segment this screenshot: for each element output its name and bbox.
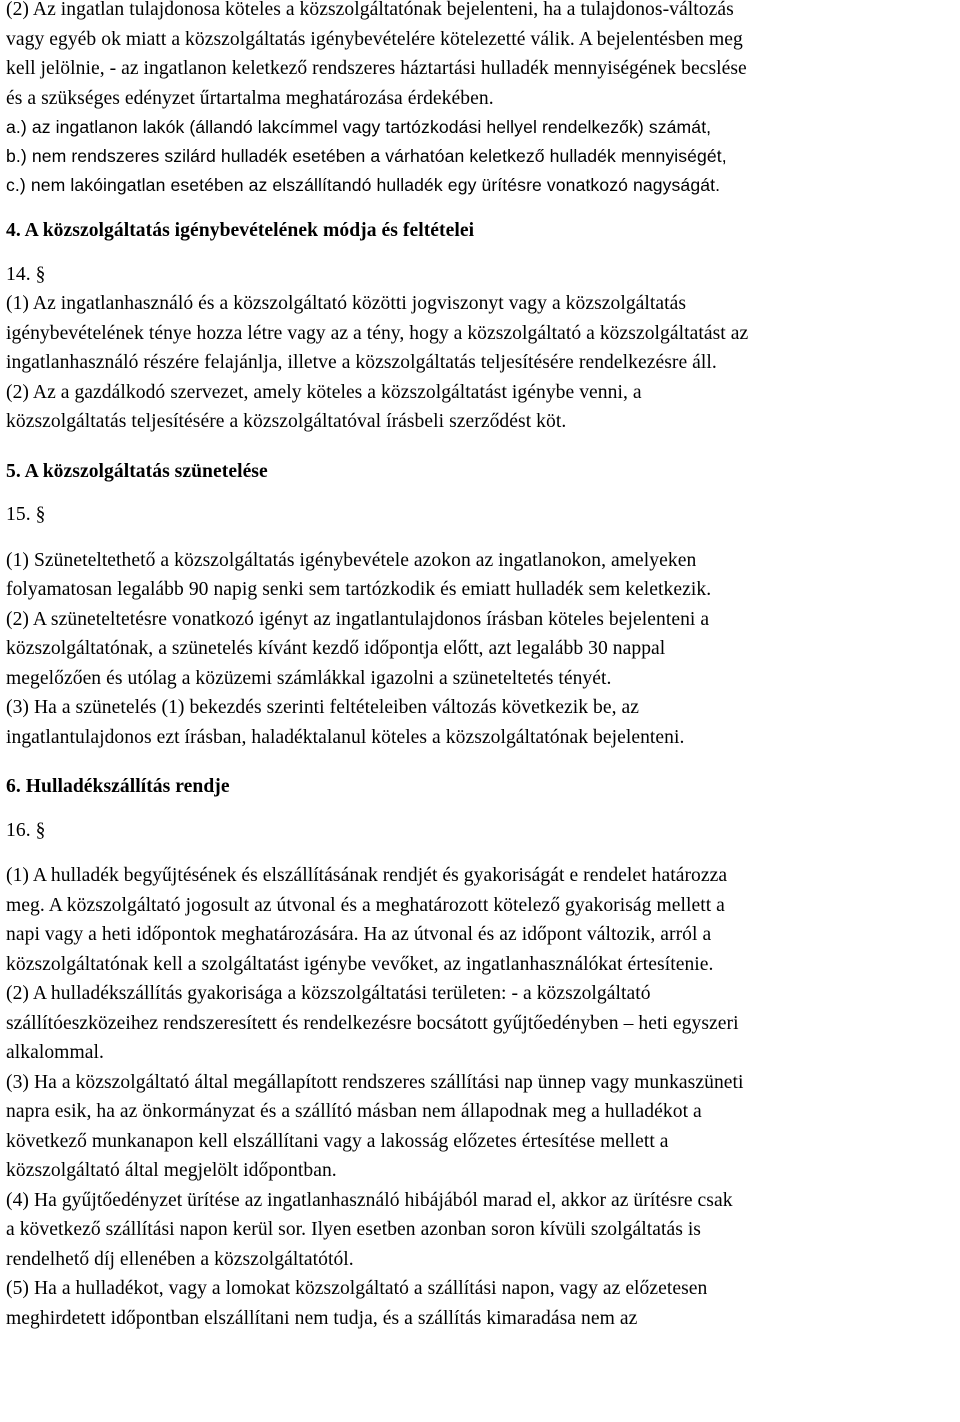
text-line: közszolgáltató által megjelölt időpontban. (6, 1160, 337, 1181)
text-line: vagy egyéb ok miatt a közszolgáltatás igénybevételére kötelezetté válik. A bejelentésben meg (6, 28, 743, 50)
text-line: igénybevételének ténye hozza létre vagy az a tény, hogy a közszolgáltató a közszolgáltatást az (6, 322, 749, 344)
text-line: kell jelölnie, - az ingatlanon keletkező rendszeres háztartási hulladék mennyiségének becslése (6, 58, 747, 79)
section-heading: 5. A közszolgáltatás szünetelése (6, 460, 268, 482)
text-line: folyamatosan legalább 90 napig senki sem tartózkodik és emiatt hulladék sem keletkezik. (6, 579, 712, 600)
intro-paragraph (6, 0, 954, 113)
text-line: alkalommal. (6, 1042, 104, 1063)
text-line: (2) A szüneteltetésre vonatkozó igényt az ingatlantulajdonos írásban köteles bejelenteni a (6, 608, 710, 630)
text-line: szállítóeszközeihez rendszeresített és rendelkezésre bocsátott gyűjtőedényben – heti egyszeri (6, 1012, 739, 1034)
intro-list (6, 113, 954, 200)
text-line: közszolgáltatónak kell a szolgáltatást igénybe vevőket, az ingatlanhasználókat értesítenie. (6, 953, 714, 975)
paragraph-number: 14. § (6, 263, 46, 285)
text-line: meg. A közszolgáltató jogosult az útvonal és a meghatározott kötelező gyakoriság mellett a (6, 894, 725, 916)
paragraph-number: 15. § (6, 504, 46, 525)
section-6 (6, 772, 954, 1333)
text-line: ingatlantulajdonos ezt írásban, haladéktalanul köteles a közszolgáltatónak bejelenteni. (6, 726, 685, 748)
text-line: napi vagy a heti időpontok meghatározására. Ha az útvonal és az időpont változik, arról a (6, 924, 712, 945)
text-line: (3) Ha a szünetelés (1) bekezdés szerinti feltételeiben változás következik be, az (6, 697, 639, 718)
text-line: következő munkanapon kell elszállítani vagy a lakosság előzetes értesítése mellett a (6, 1130, 669, 1152)
text-line: (2) Az a gazdálkodó szervezet, amely köteles a közszolgáltatást igénybe venni, a (6, 381, 642, 403)
text-line: és a szükséges edényzet űrtartalma meghatározása érdekében. (6, 87, 494, 109)
text-line: (4) Ha gyűjtőedényzet ürítése az ingatlanhasználó hibájából marad el, akkor az ürítésre csak (6, 1189, 733, 1211)
text-line: a következő szállítási napon kerül sor. Ilyen esetben azonban soron kívüli szolgáltatás is (6, 1219, 701, 1240)
text-line: megelőzően és utólag a közüzemi számlákkal igazolni a szüneteltetés tényét. (6, 667, 612, 689)
section-5 (6, 457, 954, 753)
list-item: c.) nem lakóingatlan esetében az elszállítandó hulladék egy ürítésre vonatkozó nagyságát. (6, 175, 721, 195)
section-heading: 4. A közszolgáltatás igénybevételének módja és feltételei (6, 220, 475, 241)
text-line: (1) Az ingatlanhasználó és a közszolgáltató közötti jogviszonyt vagy a közszolgáltatás (6, 293, 687, 314)
text-line: meghirdetett időpontban elszállítani nem tudja, és a szállítás kimaradása nem az (6, 1307, 638, 1329)
paragraph-number: 16. § (6, 819, 46, 841)
text-line: közszolgáltatónak, a szünetelés kívánt kezdő időpontja előtt, azt legalább 30 nappal (6, 638, 666, 659)
text-line: (2) Az ingatlan tulajdonosa köteles a közszolgáltatónak bejelenteni, ha a tulajdonos-változás (6, 0, 734, 20)
list-item: b.) nem rendszeres szilárd hulladék esetében a várhatóan keletkező hulladék mennyiségét, (6, 146, 727, 166)
text-line: (1) Szüneteltethető a közszolgáltatás igénybevétele azokon az ingatlanokon, amelyeken (6, 549, 697, 571)
text-line: (5) Ha a hulladékot, vagy a lomokat közszolgáltató a szállítási napon, vagy az előzetesen (6, 1278, 708, 1299)
document-page (6, 0, 954, 1333)
section-4 (6, 216, 954, 437)
text-line: ingatlanhasználó részére felajánlja, illetve a közszolgáltatás teljesítésére rendelkezésre áll. (6, 352, 717, 373)
list-item: a.) az ingatlanon lakók (állandó lakcímmel vagy tartózkodási hellyel rendelkezők) számát, (6, 117, 712, 137)
text-line: közszolgáltatás teljesítésére a közszolgáltatóval írásbeli szerződést köt. (6, 411, 567, 432)
text-line: (2) A hulladékszállítás gyakorisága a közszolgáltatási területen: - a közszolgáltató (6, 983, 651, 1004)
section-heading: 6. Hulladékszállítás rendje (6, 776, 230, 797)
text-line: napra esik, ha az önkormányzat és a szállító másban nem állapodnak meg a hulladékot a (6, 1101, 702, 1122)
text-line: (1) A hulladék begyűjtésének és elszállításának rendjét és gyakoriságát e rendelet határozza (6, 865, 728, 886)
text-line: rendelhető díj ellenében a közszolgáltatótól. (6, 1248, 354, 1270)
text-line: (3) Ha a közszolgáltató által megállapított rendszeres szállítási nap ünnep vagy munkaszüneti (6, 1071, 744, 1093)
